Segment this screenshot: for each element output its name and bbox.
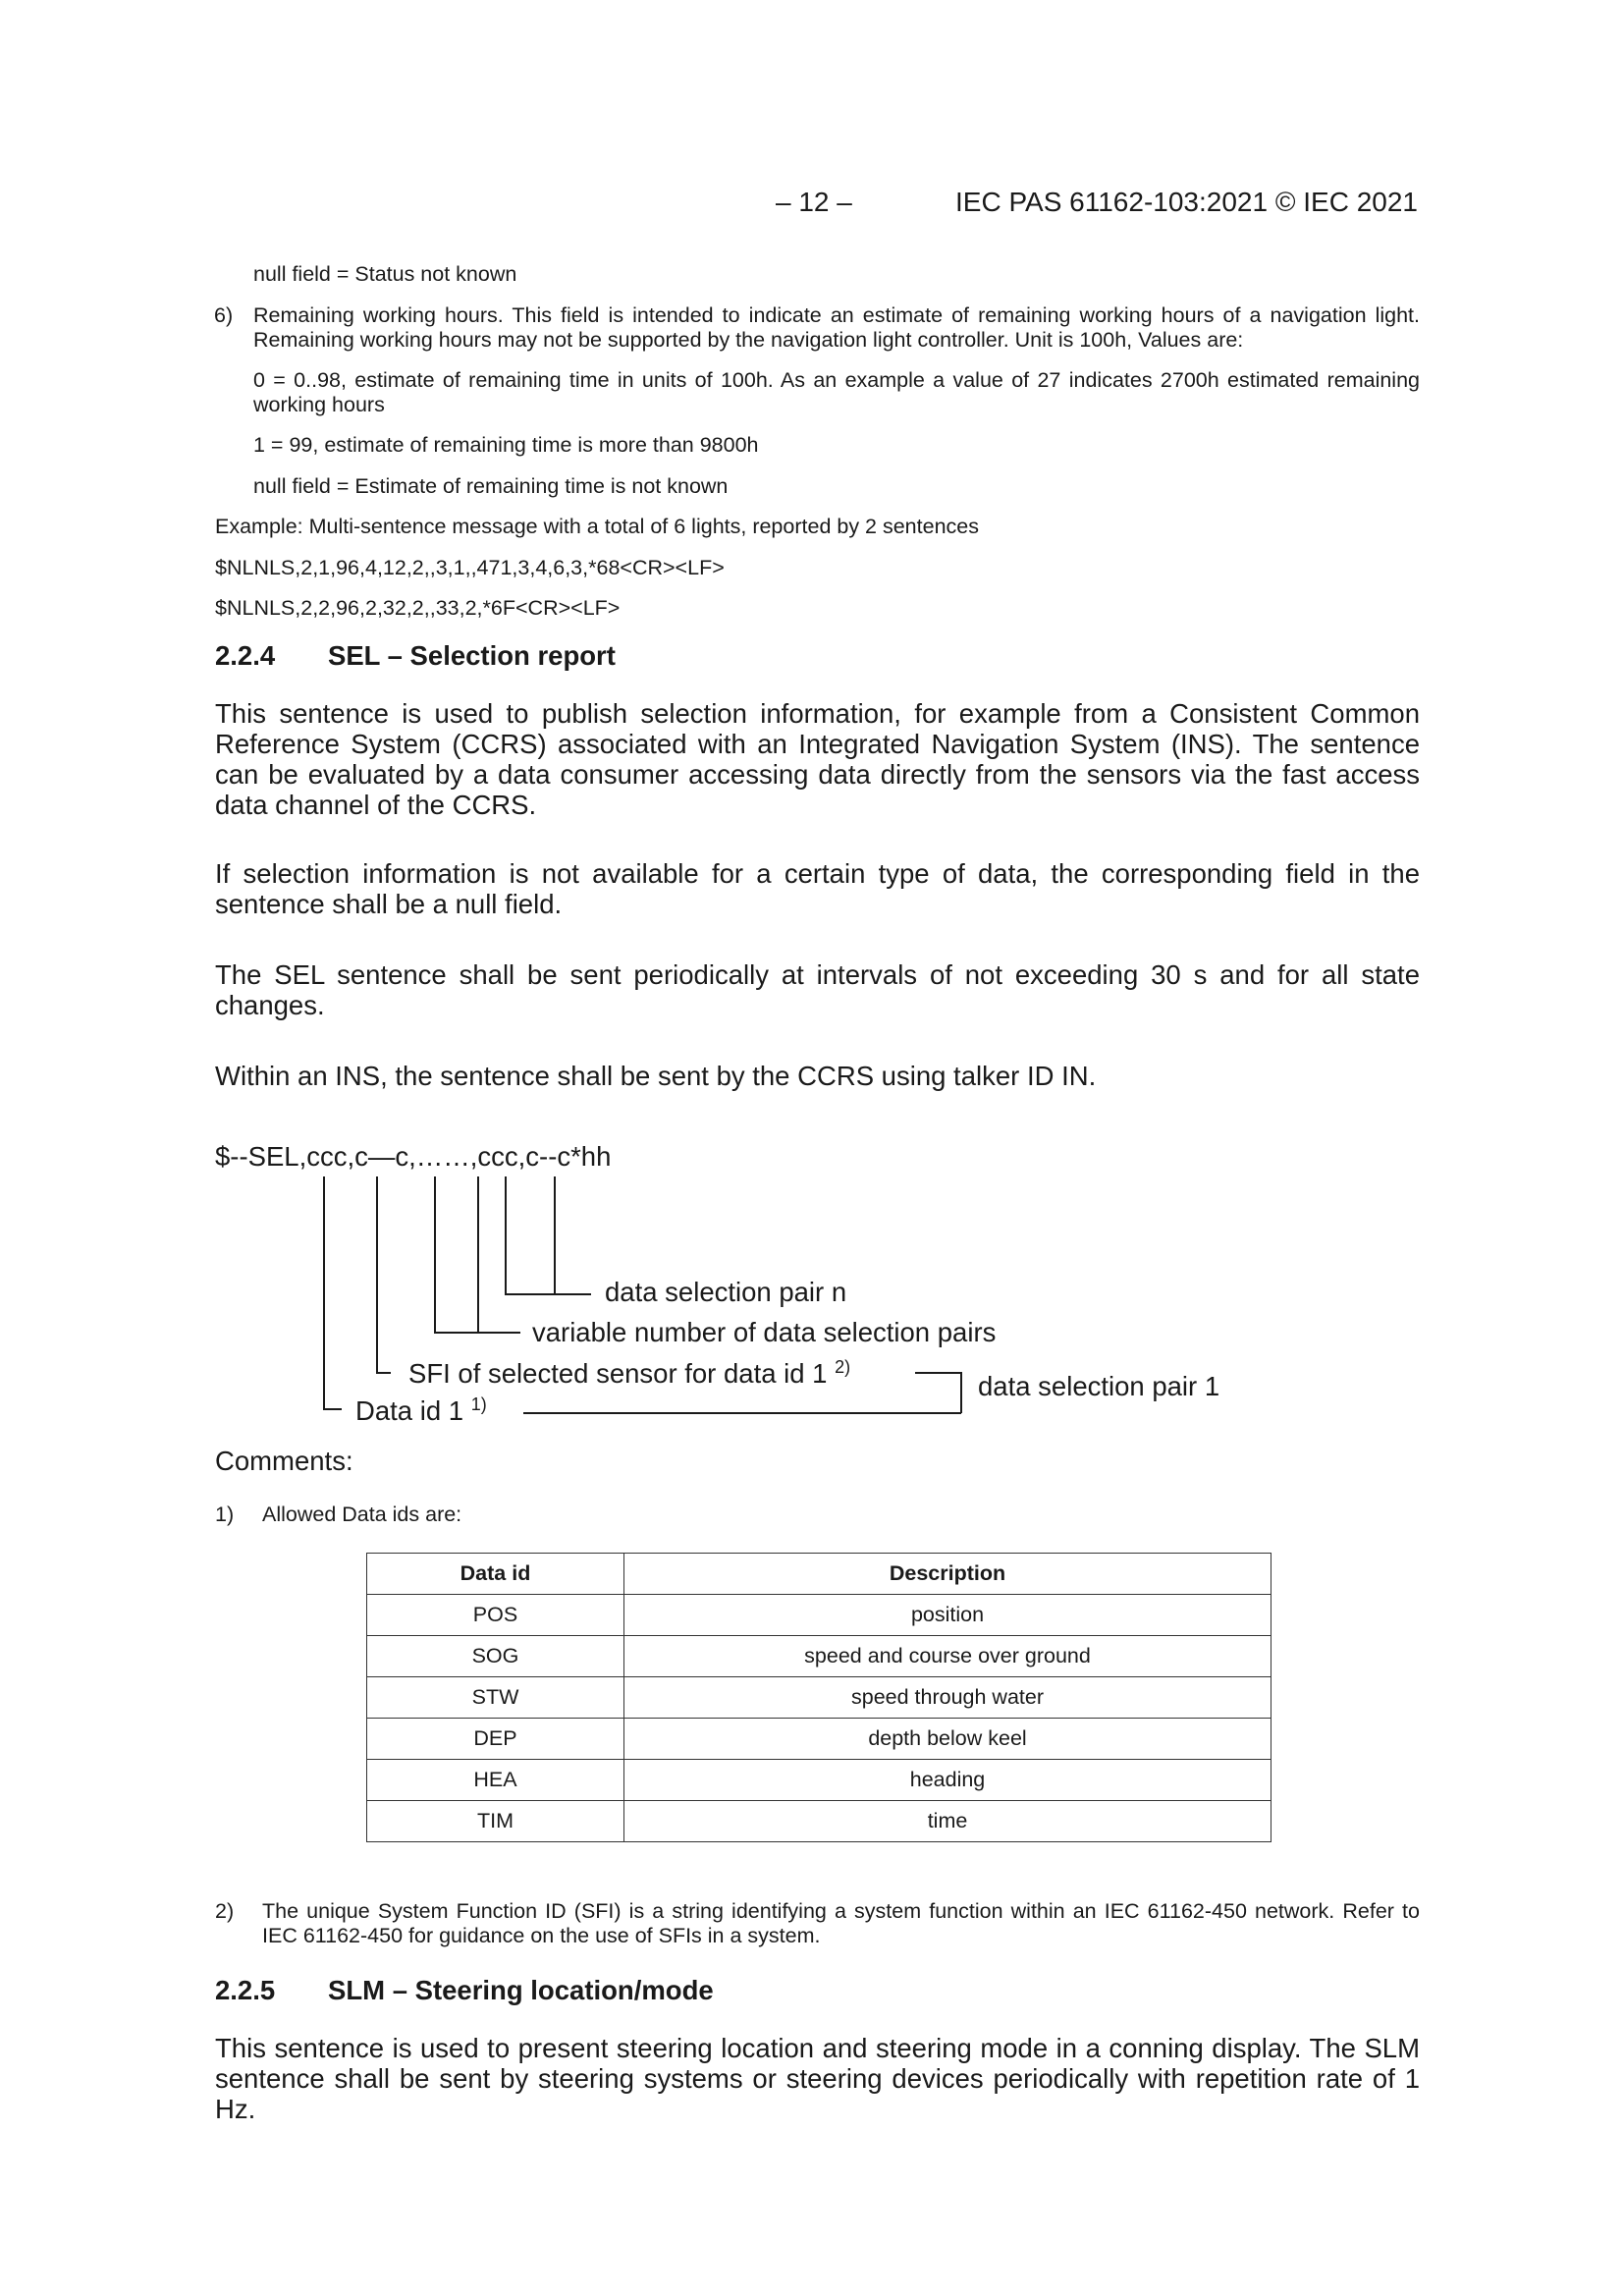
example-line-1: $NLNLS,2,1,96,4,12,2,,3,1,,471,3,4,6,3,*68<CR><LF>	[215, 556, 725, 579]
section-sel-title: SEL – Selection report	[328, 640, 616, 671]
table-row	[367, 1801, 1271, 1842]
value-null-note: null field = Estimate of remaining time is not known	[253, 474, 729, 498]
table-cell-id: HEA	[367, 1760, 624, 1801]
value-one-note: 1 = 99, estimate of remaining time is more than 9800h	[253, 433, 759, 457]
label-sfi	[408, 1358, 850, 1390]
table-row	[367, 1760, 1271, 1801]
section-slm-title: SLM – Steering location/mode	[328, 1975, 714, 2005]
note-item-6-text: Remaining working hours. This field is intended to indicate an estimate of remaining working hours of a navigation light. Remaining working hours may not be supported by the navigation light controller. Unit is 100h, Values are:	[253, 303, 1420, 352]
status-null-note: null field = Status not known	[253, 262, 517, 286]
sfi-leader	[377, 1176, 391, 1373]
note-2	[215, 1899, 1420, 1947]
section-sel-number: 2.2.4	[215, 640, 276, 671]
pair-1-bracket-top	[915, 1373, 961, 1413]
label-sfi-footnote: 2)	[835, 1357, 851, 1377]
label-data-id-text: Data id 1	[355, 1395, 464, 1426]
table-header-row	[367, 1554, 1271, 1595]
label-pair-n: data selection pair n	[605, 1277, 847, 1307]
table-cell-description: heading	[624, 1760, 1271, 1801]
sel-paragraph-4: Within an INS, the sentence shall be sent by the CCRS using talker ID IN.	[215, 1061, 1097, 1091]
table-cell-description: speed through water	[624, 1677, 1271, 1719]
label-variable-pairs: variable number of data selection pairs	[532, 1317, 997, 1347]
table-header-data-id: Data id	[367, 1554, 624, 1595]
note-1-text: Allowed Data ids are:	[262, 1503, 462, 1526]
data-id-table	[366, 1553, 1271, 1842]
table-cell-description: speed and course over ground	[624, 1636, 1271, 1677]
value-zero-note: 0 = 0..98, estimate of remaining time in units of 100h. As an example a value of 27 indicates 2700h estimated remaining working hours	[253, 368, 1420, 416]
sel-paragraph-3: The SEL sentence shall be sent periodically at intervals of not exceeding 30 s and for all state changes.	[215, 959, 1420, 1020]
table-row	[367, 1595, 1271, 1636]
pair-n-leader-left	[506, 1176, 591, 1294]
table-row	[367, 1636, 1271, 1677]
sel-paragraph-1: This sentence is used to publish selection information, for example from a Consistent Common Reference System (CCRS) associated with an Integrated Navigation System (INS). The sentence can be evaluated by a data consumer accessing data directly from the sensors via the fast access data channel of the CCRS.	[215, 698, 1420, 820]
table-cell-id: SOG	[367, 1636, 624, 1677]
data-id-leader	[324, 1176, 342, 1409]
page-number: – 12 –	[776, 187, 852, 217]
table-cell-id: POS	[367, 1595, 624, 1636]
note-item-6-number: 6)	[214, 303, 234, 327]
table-cell-description: time	[624, 1801, 1271, 1842]
table-cell-id: STW	[367, 1677, 624, 1719]
example-line-2: $NLNLS,2,2,96,2,32,2,,33,2,*6F<CR><LF>	[215, 596, 621, 620]
label-data-id	[355, 1395, 487, 1427]
table-header-description: Description	[624, 1554, 1271, 1595]
label-pair-1: data selection pair 1	[978, 1371, 1220, 1401]
note-1-number: 1)	[215, 1503, 235, 1526]
note-2-text: The unique System Function ID (SFI) is a string identifying a system function within an IEC 61162-450 network. Refer to IEC 61162-450 for guidance on the use of SFIs in a system.	[262, 1899, 1420, 1947]
table-cell-id: DEP	[367, 1719, 624, 1760]
label-sfi-text: SFI of selected sensor for data id 1	[408, 1358, 828, 1389]
table-cell-id: TIM	[367, 1801, 624, 1842]
note-2-number: 2)	[215, 1899, 235, 1923]
note-1	[215, 1503, 462, 1527]
slm-paragraph: This sentence is used to present steering location and steering mode in a conning display. The SLM sentence shall be sent by steering systems or steering devices periodically with repetition rate of 1 Hz.	[215, 2033, 1420, 2124]
standard-reference: IEC PAS 61162-103:2021 © IEC 2021	[954, 187, 1418, 217]
comments-label: Comments:	[215, 1446, 353, 1476]
sel-sentence-format: $--SEL,ccc,c—c,……,ccc,c--c*hh	[215, 1141, 612, 1172]
section-slm-number: 2.2.5	[215, 1975, 276, 2005]
example-title: Example: Multi-sentence message with a total of 6 lights, reported by 2 sentences	[215, 515, 979, 538]
table-row	[367, 1719, 1271, 1760]
table-cell-description: depth below keel	[624, 1719, 1271, 1760]
section-slm-heading	[215, 1975, 714, 2006]
table-cell-description: position	[624, 1595, 1271, 1636]
sel-paragraph-2: If selection information is not available for a certain type of data, the corresponding field in the sentence shall be a null field.	[215, 858, 1420, 919]
label-data-id-footnote: 1)	[470, 1394, 487, 1414]
table-row	[367, 1677, 1271, 1719]
